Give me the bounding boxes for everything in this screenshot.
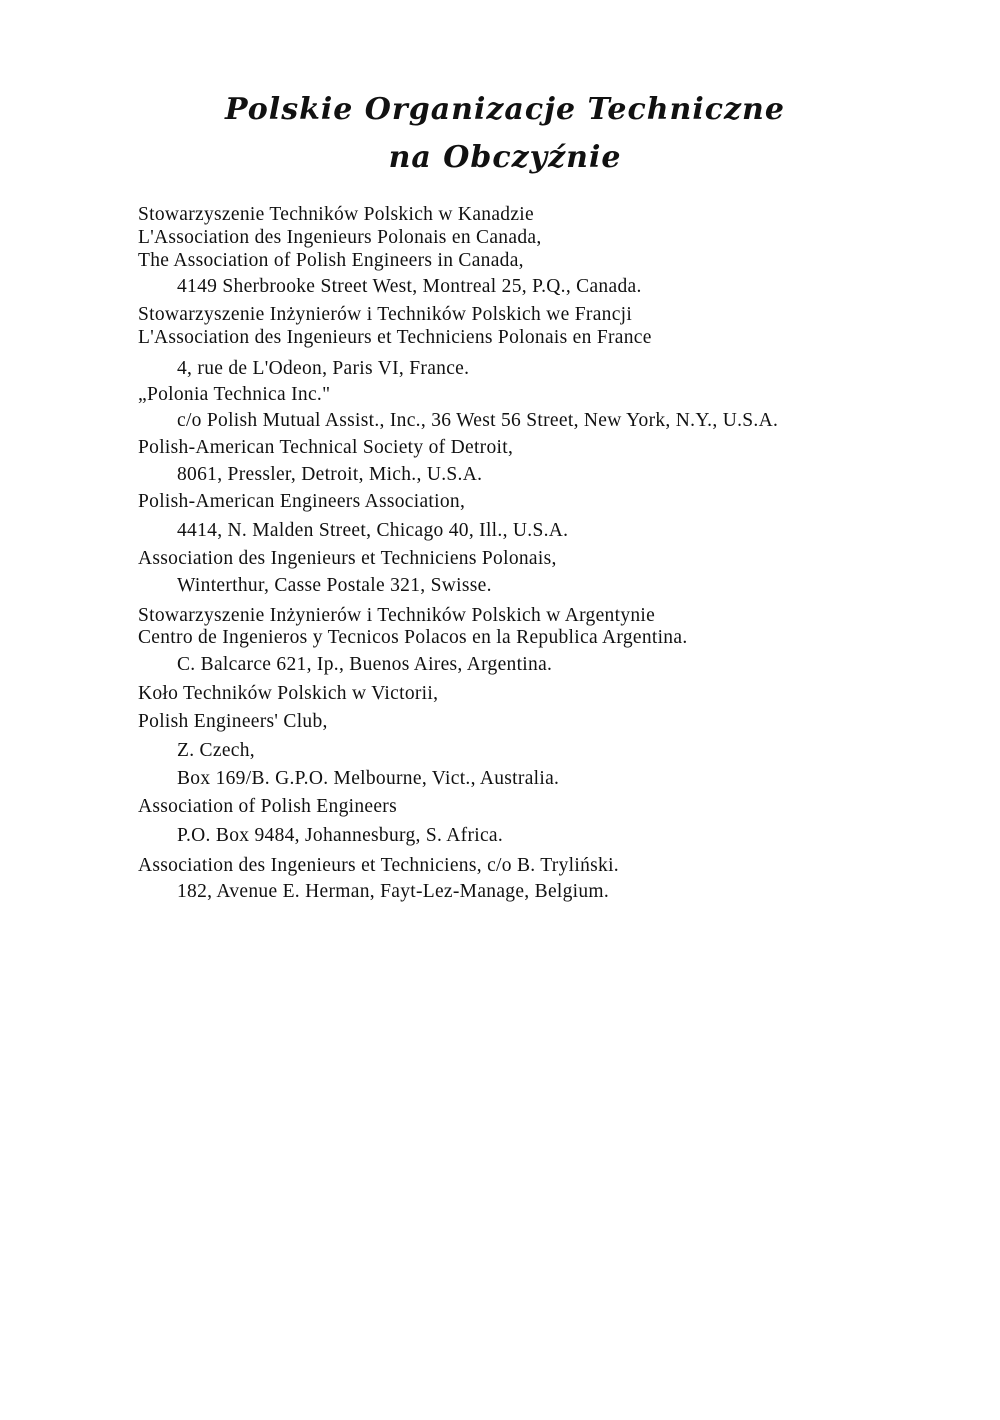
org-canada-name-en: The Association of Polish Engineers in Canada, (138, 250, 524, 271)
org-chicago-name: Polish-American Engineers Association, (138, 491, 466, 512)
org-argentina-address: C. Balcarce 621, Ip., Buenos Aires, Argentina. (177, 654, 553, 675)
org-detroit-address: 8061, Pressler, Detroit, Mich., U.S.A. (177, 464, 483, 485)
org-france-address: 4, rue de L'Odeon, Paris VI, France. (177, 358, 470, 379)
org-canada-address: 4149 Sherbrooke Street West, Montreal 25, P.Q., Canada. (177, 276, 642, 297)
org-france-name-pl: Stowarzyszenie Inżynierów i Techników Polskich we Francji (138, 304, 633, 325)
org-canada-name-pl: Stowarzyszenie Techników Polskich w Kanadzie (138, 204, 534, 225)
org-belgium-address: 182, Avenue E. Herman, Fayt-Lez-Manage, Belgium. (177, 881, 610, 902)
org-south-africa-name: Association of Polish Engineers (138, 796, 397, 817)
org-australia-address: Box 169/B. G.P.O. Melbourne, Vict., Australia. (177, 768, 560, 789)
org-france-name-fr: L'Association des Ingenieurs et Techniciens Polonais en France (138, 327, 652, 348)
org-polonia-address: c/o Polish Mutual Assist., Inc., 36 West 56 Street, New York, N.Y., U.S.A. (177, 410, 779, 431)
org-argentina-name-pl: Stowarzyszenie Inżynierów i Techników Polskich w Argentynie (138, 605, 656, 626)
org-polonia-name: „Polonia Technica Inc." (138, 384, 331, 405)
org-swiss-name: Association des Ingenieurs et Techniciens Polonais, (138, 548, 557, 569)
org-swiss-address: Winterthur, Casse Postale 321, Swisse. (177, 575, 492, 596)
org-argentina-name-es: Centro de Ingenieros y Tecnicos Polacos en la Republica Argentina. (138, 627, 688, 648)
org-australia-contact: Z. Czech, (177, 740, 255, 761)
org-australia-name-pl: Koło Techników Polskich w Victorii, (138, 683, 439, 704)
org-australia-name-en: Polish Engineers' Club, (138, 711, 328, 732)
org-detroit-name: Polish-American Technical Society of Detroit, (138, 437, 514, 458)
org-south-africa-address: P.O. Box 9484, Johannesburg, S. Africa. (177, 825, 504, 846)
page-title: Polskie Organizacje Techniczne (225, 92, 785, 127)
org-canada-name-fr: L'Association des Ingenieurs Polonais en Canada, (138, 227, 542, 248)
page-subtitle: na Obczyźnie (388, 140, 622, 175)
org-belgium-name: Association des Ingenieurs et Techniciens, c/o B. Tryliński. (138, 855, 619, 876)
org-chicago-address: 4414, N. Malden Street, Chicago 40, Ill., U.S.A. (177, 520, 569, 541)
